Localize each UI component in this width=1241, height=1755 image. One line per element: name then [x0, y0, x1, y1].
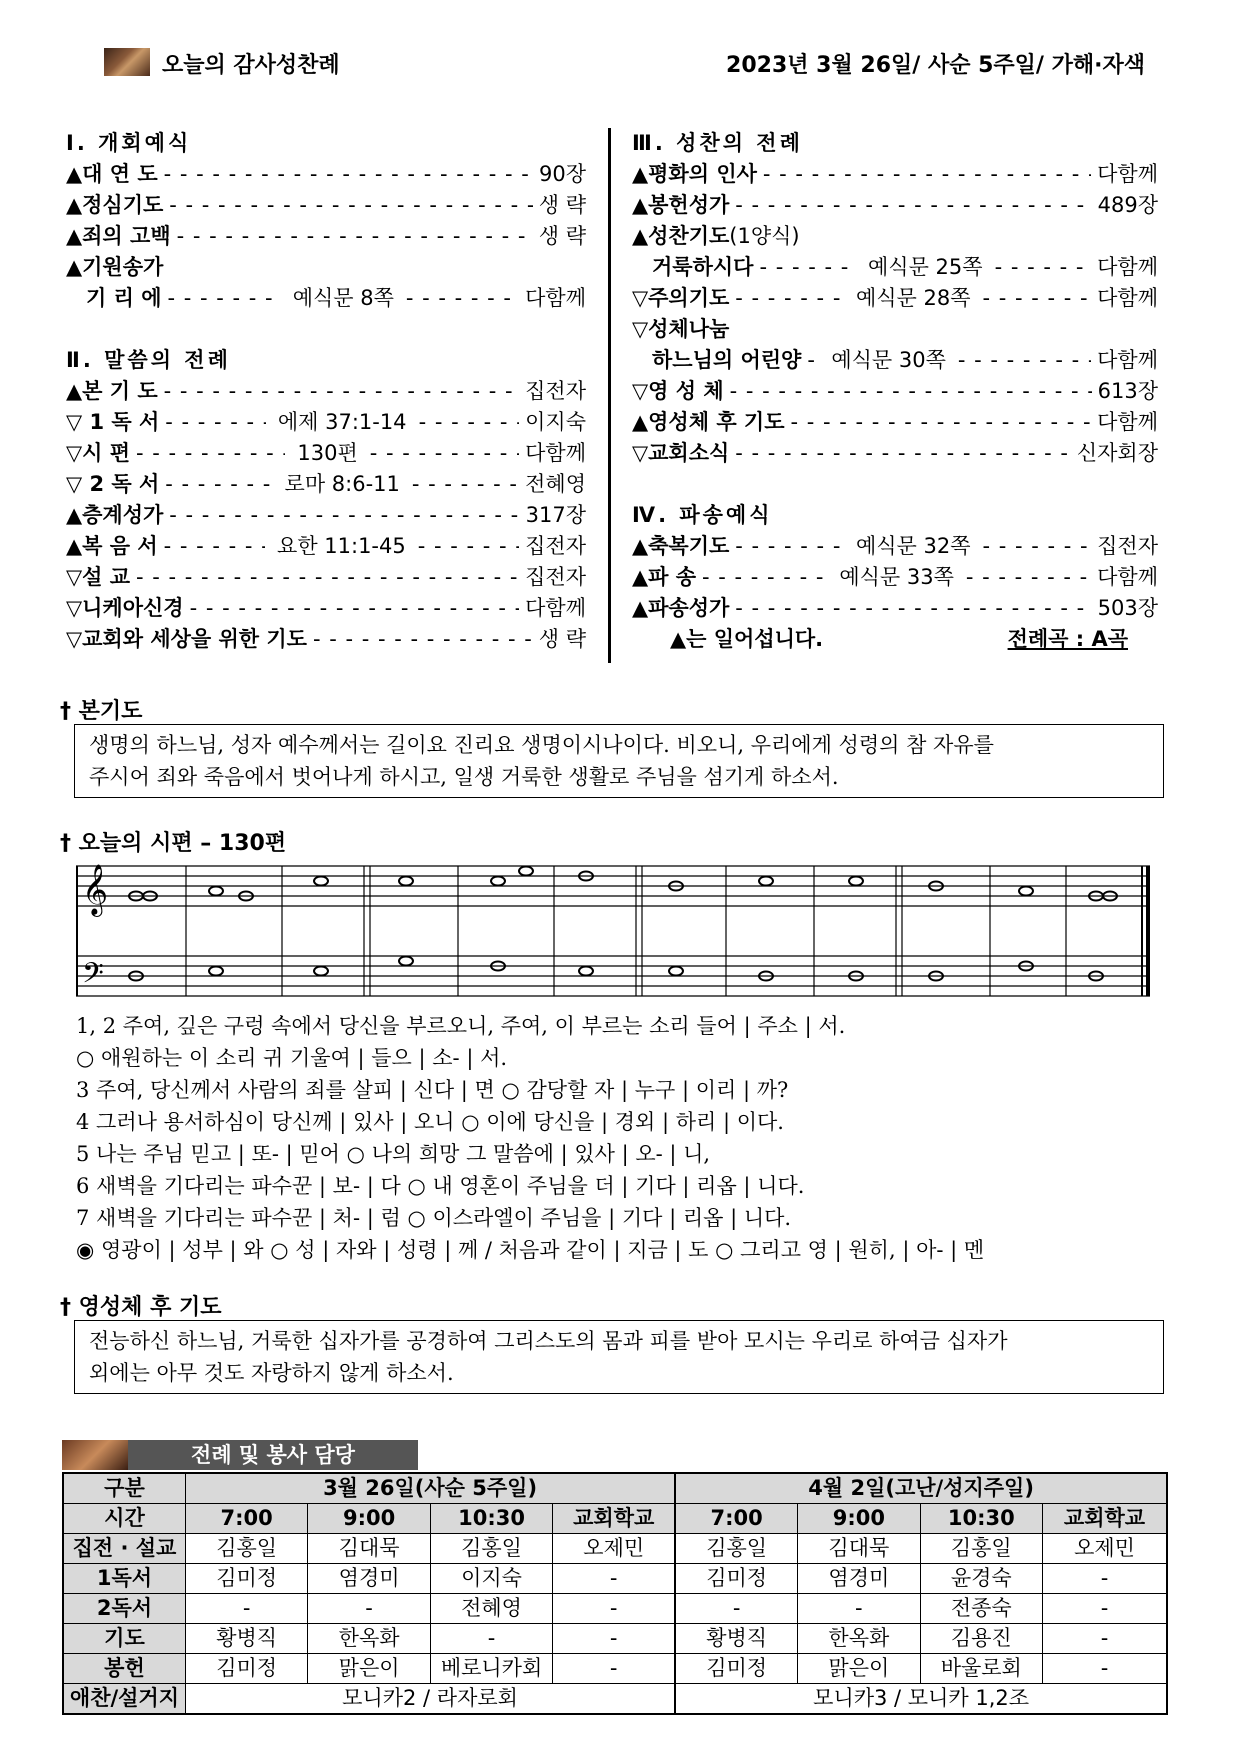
duty-header-image — [62, 1440, 128, 1470]
psalm-verse: ◉ 영광이 | 성부 | 와 ○ 성 | 자와 | 성령 | 께 / 처음과 같이 | 지금 | 도 ○ 그리고 영 | 원히, | 아- | 멘 — [76, 1238, 985, 1262]
order-item: ▽교회와 세상을 위한 기도 - - - 생 략 — [66, 624, 586, 655]
order-item: ▽설 교 - - - 집전자 — [66, 562, 586, 593]
psalm-verse: ○ 애원하는 이 소리 귀 기울여 | 들으 | 소- | 서. — [76, 1046, 508, 1070]
church-logo-image — [104, 48, 150, 76]
section-heading: Ⅲ. 성찬의 전례 — [632, 131, 803, 155]
table-row: 시간 7:00 9:00 10:30 교회학교 7:00 9:00 10:30 교회학교 — [63, 1504, 1167, 1534]
psalm-verse: 5 나는 주님 믿고 | 또- | 믿어 ○ 나의 희망 그 말씀에 | 있사 | 오- | 니, — [76, 1142, 711, 1166]
psalm-chant-score — [76, 858, 1150, 1008]
page-header — [104, 44, 1145, 80]
order-item: ▲본 기 도 - - - 집전자 — [66, 376, 586, 407]
table-row: 구분 3월 26일(사순 5주일) 4월 2일(고난/성지주일) — [63, 1473, 1167, 1504]
psalm-verse: 1, 2 주여, 깊은 구렁 속에서 당신을 부르오니, 주여, 이 부르는 소리 들어 | 주소 | 서. — [76, 1014, 846, 1038]
section-heading: Ⅰ. 개회예식 — [66, 131, 192, 155]
section-heading: Ⅱ. 말씀의 전례 — [66, 348, 231, 372]
order-item: ▲영성체 후 기도 - - - 다함께 — [632, 407, 1158, 438]
order-item: ▲파 송 - - - 예식문 33쪽 - - - 다함께 — [632, 562, 1158, 593]
order-item: ▲층계성가 - - - 317장 — [66, 500, 586, 531]
order-item: ▲봉헌성가 - - - 489장 — [632, 190, 1158, 221]
order-item: ▽ 2 독 서 - - - 로마 8:6-11 - - - 전혜영 — [66, 469, 586, 500]
psalm-title: † 오늘의 시편 – 130편 — [60, 831, 287, 856]
order-item: ▽ 1 독 서 - - - 에제 37:1-14 - - - 이지숙 — [66, 407, 586, 438]
column-divider — [608, 128, 611, 663]
order-item: ▽성체나눔 — [632, 317, 730, 341]
order-left-column — [66, 128, 586, 655]
psalm-verse: 6 새벽을 기다리는 파수꾼 | 보- | 다 ○ 내 영혼이 주님을 더 | 기다 | 리옵 | 니다. — [76, 1174, 805, 1198]
svg-text:𝄞: 𝄞 — [82, 864, 109, 915]
svg-text:𝄢: 𝄢 — [82, 957, 104, 997]
order-item: ▽주의기도 - - - 예식문 28쪽 - - - 다함께 — [632, 283, 1158, 314]
order-item: ▲대 연 도 - - - 90장 — [66, 159, 586, 190]
order-item: 기 리 에 - - - 예식문 8쪽 - - - 다함께 — [66, 283, 586, 314]
psalm-verse: 4 그러나 용서하심이 당신께 | 있사 | 오니 ○ 이에 당신을 | 경외 | 하리 | 이다. — [76, 1110, 784, 1134]
order-item: ▽영 성 체 - - - 613장 — [632, 376, 1158, 407]
table-row: 2독서 - - 전혜영 - - - 전종숙 - — [63, 1594, 1167, 1624]
order-right-column — [632, 128, 1158, 655]
order-item: ▽교회소식 - - - 신자회장 — [632, 438, 1158, 469]
bulletin-date: 2023년 3월 26일/ 사순 5주일/ 가해·자색 — [726, 53, 1145, 78]
table-row: 애찬/설거지 모니카2 / 라자로회 모니카3 / 모니카 1,2조 — [63, 1684, 1167, 1715]
bulletin-title: 오늘의 감사성찬례 — [162, 53, 340, 78]
order-item: ▽시 편 - - - 130편 - - - 다함께 — [66, 438, 586, 469]
psalm-verses — [76, 1010, 1166, 1266]
table-row: 집전 · 설교 김홍일 김대묵 김홍일 오제민 김홍일 김대묵 김홍일 오제민 — [63, 1534, 1167, 1564]
collect-box: 생명의 하느님, 성자 예수께서는 길이요 진리요 생명이시나이다. 비오니, 우리에게 성령의 참 자유를 주시어 죄와 죽음에서 벗어나게 하시고, 일생 거룩한 생활로 주님을 섬기게 하소서. — [74, 724, 1164, 798]
order-item: ▲성찬기도 (1양식) — [632, 224, 800, 248]
postcommunion-box: 전능하신 하느님, 거룩한 십자가를 공경하여 그리스도의 몸과 피를 받아 모시는 우리로 하여금 십자가 외에는 아무 것도 자랑하지 않게 하소서. — [74, 1320, 1164, 1394]
duty-table — [62, 1472, 1168, 1715]
standing-note: ▲는 일어섭니다. 전례곡 : A곡 — [670, 627, 1128, 651]
order-item: ▽니케아신경 - - - 다함께 — [66, 593, 586, 624]
psalm-verse: 7 새벽을 기다리는 파수꾼 | 처- | 럼 ○ 이스라엘이 주님을 | 기다 | 리옵 | 니다. — [76, 1206, 792, 1230]
table-row: 봉헌 김미정 맑은이 베로니카회 - 김미정 맑은이 바울로회 - — [63, 1654, 1167, 1684]
order-item: ▲정심기도 - - - 생 략 — [66, 190, 586, 221]
psalm-verse: 3 주여, 당신께서 사람의 죄를 살피 | 신다 | 면 ○ 감당할 자 | 누구 | 이리 | 까? — [76, 1078, 789, 1102]
order-item: ▲기원송가 — [66, 255, 164, 279]
table-row: 기도 황병직 한옥화 - - 황병직 한옥화 김용진 - — [63, 1624, 1167, 1654]
order-item: 하느님의 어린양 - - - 예식문 30쪽 - - - 다함께 — [632, 345, 1158, 376]
order-item: ▲죄의 고백 - - - 생 략 — [66, 221, 586, 252]
order-item: ▲파송성가 - - - 503장 — [632, 593, 1158, 624]
duty-table-header — [62, 1440, 418, 1470]
collect-title: † 본기도 — [60, 699, 143, 724]
order-item: ▲평화의 인사 - - - 다함께 — [632, 159, 1158, 190]
order-item: ▲복 음 서 - - - 요한 11:1-45 - - - 집전자 — [66, 531, 586, 562]
table-row: 1독서 김미정 염경미 이지숙 - 김미정 염경미 윤경숙 - — [63, 1564, 1167, 1594]
duty-table-label: 전례 및 봉사 담당 — [128, 1440, 418, 1470]
order-item: ▲축복기도 - - - 예식문 32쪽 - - - 집전자 — [632, 531, 1158, 562]
order-item: 거룩하시다 - - - 예식문 25쪽 - - - 다함께 — [632, 252, 1158, 283]
section-heading: Ⅳ. 파송예식 — [632, 503, 773, 527]
postcommunion-title: † 영성체 후 기도 — [60, 1295, 222, 1320]
